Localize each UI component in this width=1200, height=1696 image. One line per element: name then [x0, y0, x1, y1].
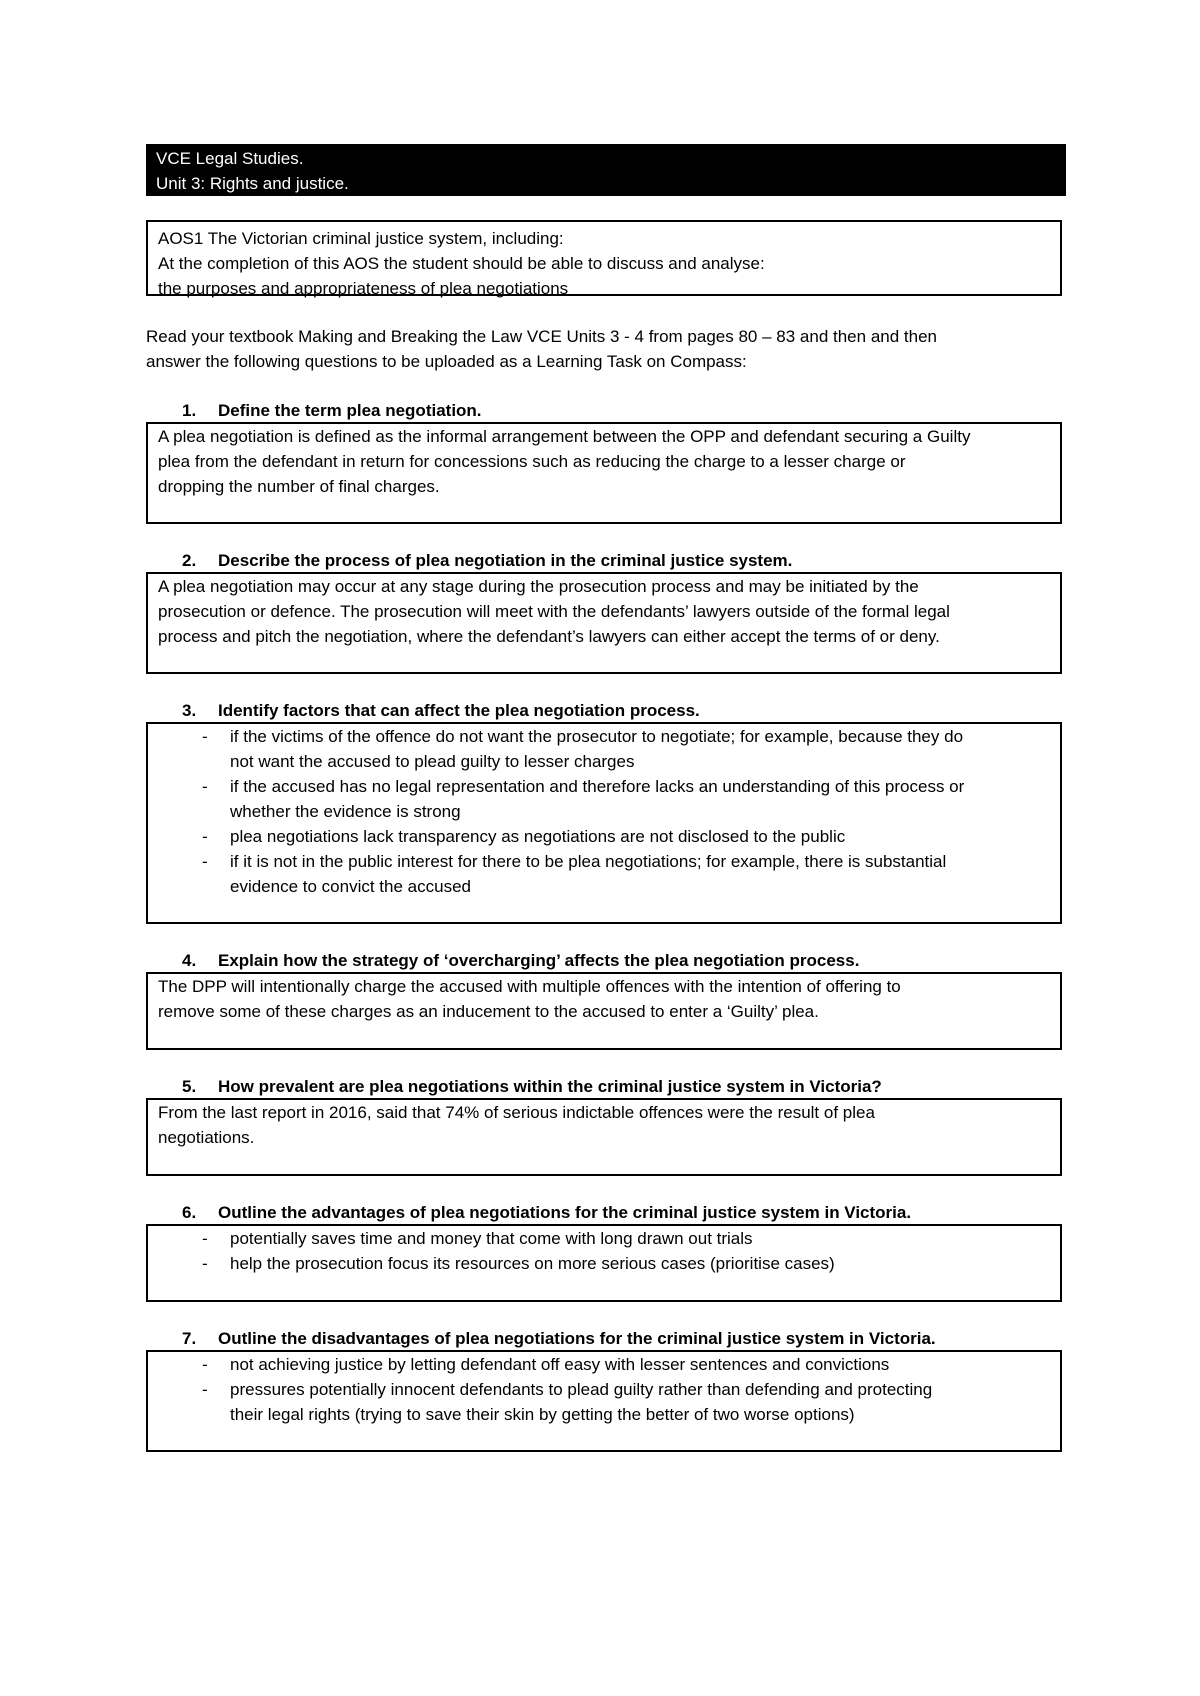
list-item-line: potentially saves time and money that come with long drawn out trials: [230, 1229, 753, 1248]
answer-line: A plea negotiation is defined as the informal arrangement between the OPP and defendant securing a Guilty: [158, 427, 971, 446]
unit-title: Unit 3: Rights and justice.: [156, 174, 349, 193]
list-item: [158, 1226, 1050, 1251]
list-item-line: if the accused has no legal representation and therefore lacks an understanding of this process or: [230, 777, 965, 796]
answer-line: From the last report in 2016, said that 74% of serious indictable offences were the result of plea: [158, 1103, 875, 1122]
question-number: 7.: [182, 1329, 197, 1348]
answer-box-6: [146, 1224, 1062, 1302]
answer-line: A plea negotiation may occur at any stage during the prosecution process and may be initiated by the: [158, 577, 919, 596]
advantages-list: [158, 1226, 1050, 1276]
question-text: Outline the advantages of plea negotiations for the criminal justice system in Victoria.: [218, 1203, 912, 1222]
list-item-line: if the victims of the offence do not want the prosecutor to negotiate; for example, because they do: [230, 727, 964, 746]
disadvantages-list: [158, 1352, 1050, 1427]
answer-box-2: [146, 572, 1062, 674]
instructions-line-2: answer the following questions to be uploaded as a Learning Task on Compass:: [146, 352, 747, 371]
dash-bullet: -: [202, 827, 208, 846]
answer-line: prosecution or defence. The prosecution will meet with the defendants’ lawyers outside of the formal legal: [158, 602, 950, 621]
list-item-line: help the prosecution focus its resources on more serious cases (prioritise cases): [230, 1254, 835, 1273]
aos-box: [146, 220, 1062, 296]
question-text: Outline the disadvantages of plea negotiations for the criminal justice system in Victoria.: [218, 1329, 936, 1348]
list-item-line: plea negotiations lack transparency as negotiations are not disclosed to the public: [230, 827, 846, 846]
dash-bullet: -: [202, 1380, 208, 1399]
question-5: [182, 1074, 882, 1099]
question-6: [182, 1200, 911, 1225]
dash-bullet: -: [202, 727, 208, 746]
list-item: [158, 1251, 1050, 1276]
question-text: Explain how the strategy of ‘overcharging’ affects the plea negotiation process.: [218, 951, 860, 970]
list-item-line: evidence to convict the accused: [230, 877, 471, 896]
answer-line: plea from the defendant in return for concessions such as reducing the charge to a lesser charge or: [158, 452, 906, 471]
question-7: [182, 1326, 936, 1351]
question-text: Identify factors that can affect the plea negotiation process.: [218, 701, 700, 720]
answer-line: remove some of these charges as an inducement to the accused to enter a ‘Guilty’ plea.: [158, 1002, 819, 1021]
document-header: [146, 144, 1066, 196]
question-1: [182, 398, 482, 423]
course-title: VCE Legal Studies.: [156, 149, 304, 168]
question-text: Define the term plea negotiation.: [218, 401, 482, 420]
question-2: [182, 548, 792, 573]
list-item-line: if it is not in the public interest for there to be plea negotiations; for example, there is substantial: [230, 852, 947, 871]
instructions: [146, 324, 1046, 374]
dash-bullet: -: [202, 1355, 208, 1374]
instructions-line-1: Read your textbook Making and Breaking the Law VCE Units 3 - 4 from pages 80 – 83 and then and then: [146, 327, 937, 346]
dash-bullet: -: [202, 777, 208, 796]
list-item-line: pressures potentially innocent defendants to plead guilty rather than defending and protecting: [230, 1380, 933, 1399]
answer-line: negotiations.: [158, 1128, 255, 1147]
question-number: 5.: [182, 1077, 197, 1096]
list-item-line: not achieving justice by letting defendant off easy with lesser sentences and convictions: [230, 1355, 890, 1374]
question-number: 1.: [182, 401, 197, 420]
question-text: How prevalent are plea negotiations within the criminal justice system in Victoria?: [218, 1077, 882, 1096]
list-item-line: their legal rights (trying to save their skin by getting the better of two worse options): [230, 1405, 855, 1424]
list-item: [158, 1352, 1050, 1377]
aos-line-3: the purposes and appropriateness of plea negotiations: [158, 279, 569, 298]
aos-line-2: At the completion of this AOS the student should be able to discuss and analyse:: [158, 254, 765, 273]
answer-box-5: [146, 1098, 1062, 1176]
answer-box-4: [146, 972, 1062, 1050]
dash-bullet: -: [202, 1254, 208, 1273]
question-number: 3.: [182, 701, 197, 720]
answer-box-3: [146, 722, 1062, 924]
list-item: [158, 1377, 1050, 1427]
list-item: [158, 824, 1050, 849]
answer-line: The DPP will intentionally charge the accused with multiple offences with the intention of offering to: [158, 977, 901, 996]
list-item: [158, 724, 1050, 774]
dash-bullet: -: [202, 1229, 208, 1248]
dash-bullet: -: [202, 852, 208, 871]
question-number: 4.: [182, 951, 197, 970]
question-4: [182, 948, 859, 973]
list-item: [158, 849, 1050, 899]
factor-list: [158, 724, 1050, 899]
list-item-line: whether the evidence is strong: [230, 802, 461, 821]
question-number: 2.: [182, 551, 197, 570]
question-text: Describe the process of plea negotiation in the criminal justice system.: [218, 551, 793, 570]
answer-line: dropping the number of final charges.: [158, 477, 440, 496]
list-item-line: not want the accused to plead guilty to lesser charges: [230, 752, 635, 771]
question-number: 6.: [182, 1203, 197, 1222]
list-item: [158, 774, 1050, 824]
answer-box-7: [146, 1350, 1062, 1452]
answer-line: process and pitch the negotiation, where the defendant’s lawyers can either accept the terms of or deny.: [158, 627, 940, 646]
aos-line-1: AOS1 The Victorian criminal justice system, including:: [158, 229, 564, 248]
answer-box-1: [146, 422, 1062, 524]
question-3: [182, 698, 700, 723]
